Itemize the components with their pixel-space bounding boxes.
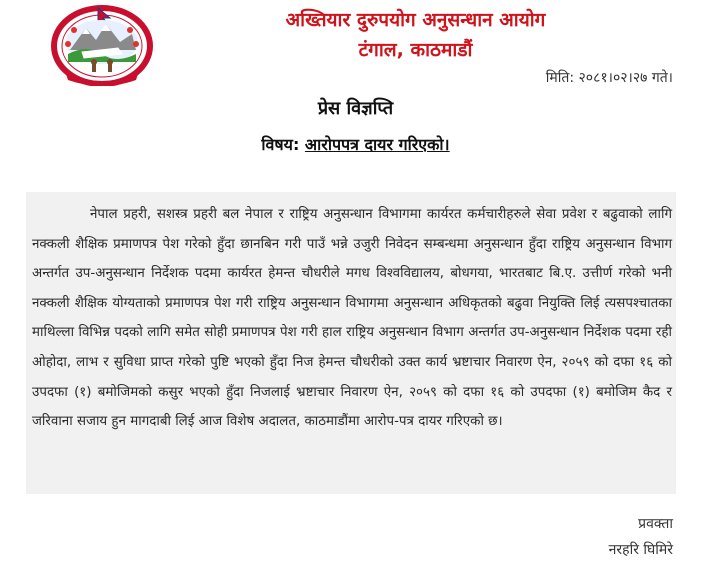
subject-label: विषय: — [261, 135, 300, 154]
subject-text: आरोपपत्र दायर गरिएको। — [304, 135, 450, 154]
nepal-coat-of-arms-icon — [48, 4, 156, 86]
signatory-name: नरहरि घिमिरे — [608, 542, 673, 558]
signatory-role: प्रवक्ता — [638, 516, 673, 532]
document-date: मिति: २०८१।०२।२७ गते। — [545, 70, 673, 86]
organization-name: अख्तियार दुरुपयोग अनुसन्धान आयोग — [285, 9, 546, 31]
organization-location: टंगाल, काठमाडौं — [358, 39, 473, 61]
body-text-box — [26, 192, 676, 494]
press-release-title: प्रेस विज्ञप्ति — [317, 98, 394, 119]
body-paragraph: नेपाल प्रहरी, सशस्त्र प्रहरी बल नेपाल र राष्ट्रिय अनुसन्धान विभागमा कार्यरत कर्मचारीहरुले सेवा प्रवेश र बढुवाको लागि नक्कली शैक्षिक प्रमाणपत्र पेश गरेको हुँदा छानबिन गरी पाउँ भन्ने उजुरी निवेदन सम्बन्धमा अनुसन्धान हुँदा राष्ट्रिय अनुसन्धान विभाग अन्तर्गत उप-अनुसन्धान निर्देशक पदमा कार्यरत हेमन्त चौधरीले मगध विश्वविद्यालय, बोधगया, भारतबाट बि.ए. उत्तीर्ण गरेको भनी नक्कली शैक्षिक योग्यताको प्रमाणपत्र पेश गरी राष्ट्रिय अनुसन्धान विभागमा अनुसन्धान अधिकृतको बढुवा नियुक्ति लिई त्यसपश्चातका माथिल्ला विभिन्न पदको लागि समेत सोही प्रमाणपत्र पेश गरी हाल राष्ट्रिय अनुसन्धान विभाग अन्तर्गत उप-अनुसन्धान निर्देशक पदमा रही ओहोदा, लाभ र सुविधा प्राप्त गरेको पुष्टि भएको हुँदा निज हेमन्त चौधरीको उक्त कार्य भ्रष्टाचार निवारण ऐन, २०५९ को दफा १६ को उपदफा (१) बमोजिमको कसुर भएको हुँदा निजलाई भ्रष्टाचार निवारण ऐन, २०५९ को दफा १६ को उपदफा (१) बमोजिम कैद र जरिवाना सजाय हुन मागदाबी लिई आज विशेष अदालत, काठमाडौंमा आरोप-पत्र दायर गरिएको छ। — [32, 207, 672, 430]
subject-line — [0, 133, 711, 155]
